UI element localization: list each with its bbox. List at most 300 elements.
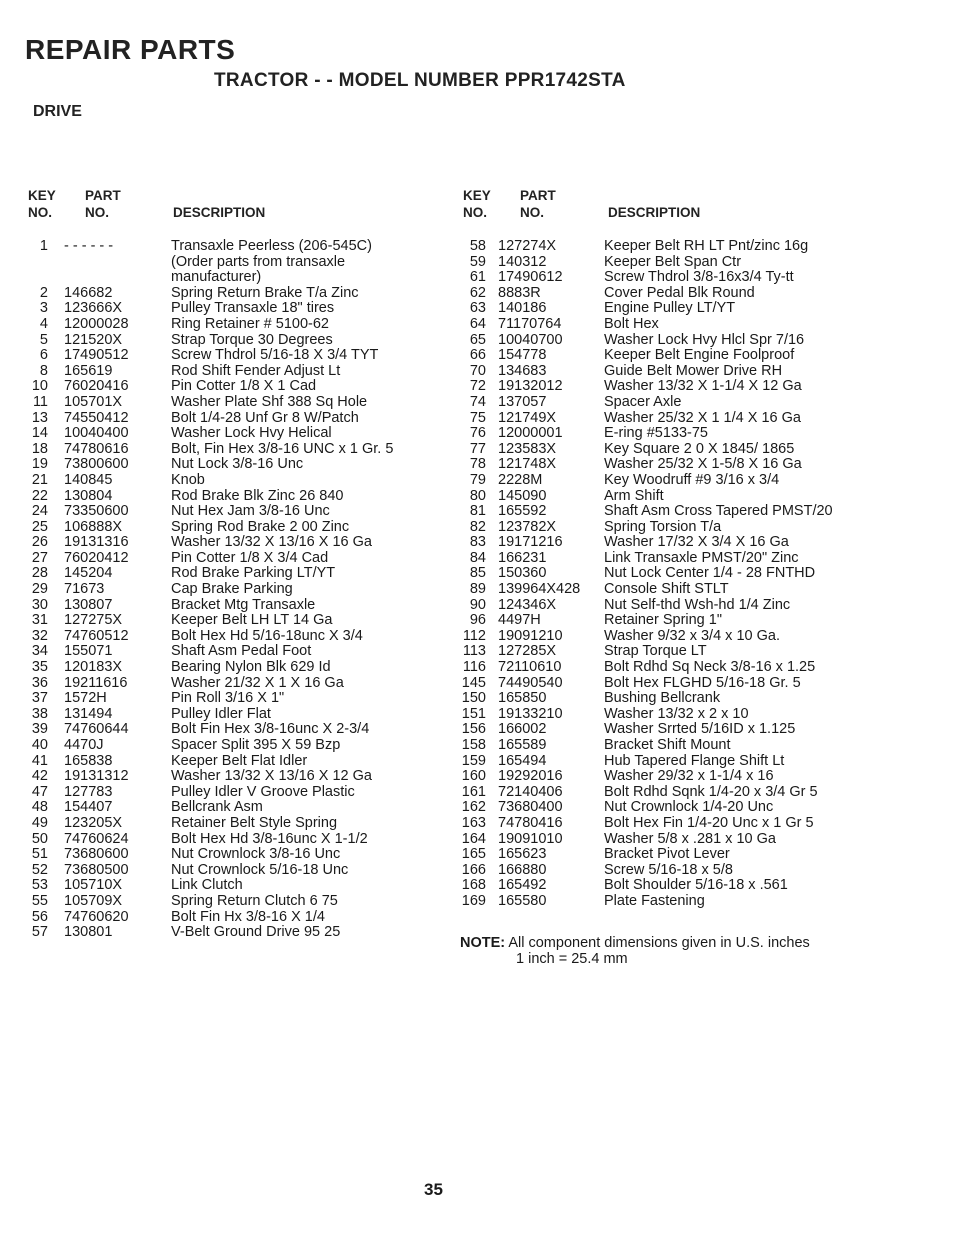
- part-number: 121748X: [498, 456, 557, 473]
- part-description: Nut Crownlock 1/4-20 Unc: [604, 799, 774, 816]
- key-number: 29: [31, 581, 48, 598]
- part-description: Bolt 1/4-28 Unf Gr 8 W/Patch: [171, 409, 359, 426]
- part-number: 123583X: [498, 440, 557, 457]
- table-row: [454, 738, 934, 754]
- part-number: 74760644: [64, 721, 129, 738]
- key-number: 4: [39, 315, 48, 332]
- table-row: [18, 769, 448, 785]
- section-heading: DRIVE: [33, 103, 82, 120]
- key-number: 169: [461, 892, 486, 909]
- part-description: Shaft Asm Pedal Foot: [171, 643, 312, 660]
- part-description: Link Transaxle PMST/20" Zinc: [604, 549, 799, 566]
- part-description: Screw Thdrol 3/8-16x3/4 Ty-tt: [604, 269, 794, 286]
- key-number: 40: [31, 737, 48, 753]
- part-header-bottom: NO.: [520, 205, 545, 220]
- table-row: [18, 832, 448, 848]
- key-number: 38: [31, 705, 48, 722]
- part-description: Spring Return Clutch 6 75: [171, 892, 338, 909]
- part-description: Pulley Idler V Groove Plastic: [171, 783, 355, 800]
- part-description: Arm Shift: [604, 487, 664, 504]
- part-description: Bushing Bellcrank: [604, 690, 721, 707]
- key-number: 90: [469, 596, 486, 613]
- part-number: 74550412: [64, 409, 129, 426]
- key-number: 84: [469, 549, 486, 566]
- part-description: Bolt Fin Hex 3/8-16unc X 2-3/4: [171, 721, 370, 738]
- key-number: 32: [31, 627, 48, 644]
- table-row: [18, 395, 448, 411]
- key-number: 53: [31, 877, 48, 894]
- part-number: 73350600: [64, 503, 129, 520]
- part-description: Console Shift STLT: [604, 581, 729, 598]
- key-number: 22: [31, 487, 48, 504]
- key-number: 47: [31, 783, 48, 800]
- table-row: [454, 489, 934, 505]
- part-description: Washer 25/32 X 1-5/8 X 16 Ga: [604, 456, 802, 473]
- key-number: 161: [461, 783, 486, 800]
- table-row: [18, 598, 448, 614]
- left-parts-list: [18, 239, 448, 941]
- table-row: [454, 426, 934, 442]
- key-number: 57: [31, 924, 48, 941]
- part-number: 73800600: [64, 456, 129, 473]
- table-row: [454, 520, 934, 536]
- key-number: 151: [461, 705, 486, 722]
- part-description: Nut Crownlock 5/16-18 Unc: [171, 861, 349, 878]
- part-number: 74780416: [498, 814, 563, 831]
- part-description: Bracket Shift Mount: [604, 737, 731, 753]
- table-row: [454, 847, 934, 863]
- part-number: 12000001: [498, 425, 563, 442]
- part-description: Spring Return Brake T/a Zinc: [171, 284, 359, 301]
- key-number: 5: [39, 331, 48, 348]
- part-description: Washer Srrted 5/16ID x 1.125: [604, 721, 796, 738]
- part-number: 127783: [64, 783, 113, 800]
- part-description: Nut Lock 3/8-16 Unc: [171, 456, 304, 473]
- part-description: Nut Hex Jam 3/8-16 Unc: [171, 503, 330, 520]
- table-row: [18, 364, 448, 380]
- part-description: Shaft Asm Cross Tapered PMST/20: [604, 503, 833, 520]
- part-description: Keeper Belt Span Ctr: [604, 253, 742, 270]
- note-label: NOTE:: [460, 935, 506, 951]
- part-number: 19131312: [64, 768, 129, 785]
- part-number: 123782X: [498, 518, 557, 535]
- key-number: 24: [31, 503, 48, 520]
- part-description: Bolt Hex: [604, 315, 659, 332]
- key-number: 25: [31, 518, 48, 535]
- part-number: 19211616: [64, 674, 128, 691]
- part-description: Pin Cotter 1/8 X 1 Cad: [171, 378, 317, 395]
- table-row: [454, 769, 934, 785]
- part-header-bottom: NO.: [85, 205, 110, 220]
- part-description: Pin Roll 3/16 X 1": [171, 690, 285, 707]
- part-description: Bolt Hex FLGHD 5/16-18 Gr. 5: [604, 674, 801, 691]
- part-description: Hub Tapered Flange Shift Lt: [604, 752, 785, 769]
- table-row: [18, 301, 448, 317]
- key-number: 11: [32, 393, 48, 410]
- table-row: [454, 473, 934, 489]
- key-number: 83: [469, 534, 486, 551]
- part-number: 74760620: [64, 908, 129, 925]
- part-number: 130801: [64, 924, 113, 941]
- table-row: [18, 457, 448, 473]
- key-number: 55: [31, 892, 48, 909]
- table-row: [454, 785, 934, 801]
- key-number: 59: [469, 253, 486, 270]
- part-description: Nut Self-thd Wsh-hd 1/4 Zinc: [604, 596, 791, 613]
- table-row: [454, 333, 934, 349]
- table-row: [454, 894, 934, 910]
- table-row: [18, 785, 448, 801]
- key-number: 21: [31, 471, 48, 488]
- part-number: 74760512: [64, 627, 129, 644]
- part-description: Cap Brake Parking: [171, 581, 293, 598]
- key-number: 14: [31, 425, 48, 442]
- part-description: Bolt Hex Fin 1/4-20 Unc x 1 Gr 5: [604, 814, 814, 831]
- table-row: [454, 660, 934, 676]
- part-number: 19131316: [64, 534, 129, 551]
- part-number: 155071: [64, 643, 113, 660]
- part-number: 121520X: [64, 331, 123, 348]
- key-number: 156: [461, 721, 486, 738]
- part-number: 19091010: [498, 830, 563, 847]
- part-number: 154778: [498, 347, 547, 364]
- part-description: Bellcrank Asm: [171, 799, 263, 816]
- key-number: 150: [461, 690, 486, 707]
- key-number: 18: [31, 440, 48, 457]
- part-number: 17490612: [498, 269, 563, 286]
- table-row: [454, 754, 934, 770]
- part-number: 137057: [498, 393, 547, 410]
- part-number: 130804: [64, 487, 113, 504]
- key-number: 85: [469, 565, 486, 582]
- part-description: Washer Lock Hvy Helical: [171, 425, 332, 442]
- part-number: 19171216: [498, 534, 563, 551]
- part-number: 150360: [498, 565, 547, 582]
- key-number: 49: [31, 814, 48, 831]
- table-row: [18, 566, 448, 582]
- part-number: 165492: [498, 877, 547, 894]
- key-number: 41: [31, 752, 48, 769]
- key-number: 113: [462, 643, 486, 660]
- table-row: [18, 676, 448, 692]
- part-number: 76020416: [64, 378, 129, 395]
- table-row: [18, 535, 448, 551]
- key-number: 145: [461, 674, 486, 691]
- part-description: Bolt, Fin Hex 3/8-16 UNC x 1 Gr. 5: [171, 440, 394, 457]
- part-number: 166002: [498, 721, 547, 738]
- key-number: 79: [469, 471, 486, 488]
- part-number: 105710X: [64, 877, 123, 894]
- part-description: Spacer Axle: [604, 393, 682, 410]
- table-row: [454, 878, 934, 894]
- key-number: 82: [469, 518, 486, 535]
- table-row: [18, 738, 448, 754]
- key-number: 1: [39, 238, 48, 254]
- key-number: 70: [469, 362, 486, 379]
- part-number: 165592: [498, 503, 547, 520]
- part-number: 17490512: [64, 347, 129, 364]
- part-number: 10040700: [498, 331, 563, 348]
- part-number: 123666X: [64, 300, 123, 317]
- part-number: 146682: [64, 284, 113, 301]
- part-description: (Order parts from transaxle: [171, 253, 346, 270]
- part-number: 19132012: [498, 378, 563, 395]
- part-description: Spring Torsion T/a: [604, 518, 722, 535]
- table-row: [454, 676, 934, 692]
- table-row: [18, 644, 448, 660]
- key-number: 13: [31, 409, 48, 426]
- key-number: 28: [31, 565, 48, 582]
- part-number: 139964X428: [498, 581, 581, 598]
- key-number: 26: [31, 534, 48, 551]
- part-description: Keeper Belt Flat Idler: [171, 752, 308, 769]
- part-number: 71673: [64, 581, 105, 598]
- key-number: 63: [469, 300, 486, 317]
- table-row: [18, 722, 448, 738]
- part-number: 165580: [498, 892, 547, 909]
- part-description: Guide Belt Mower Drive RH: [604, 362, 783, 379]
- key-number: 35: [31, 659, 48, 676]
- table-row: [454, 442, 934, 458]
- key-number: 112: [462, 627, 486, 644]
- table-row: [18, 317, 448, 333]
- key-number: 78: [469, 456, 486, 473]
- table-row: [18, 520, 448, 536]
- key-number: 81: [469, 503, 486, 520]
- key-header-bottom: NO.: [28, 205, 53, 220]
- table-row: [454, 535, 934, 551]
- table-row: [18, 910, 448, 926]
- part-number: 131494: [64, 705, 113, 722]
- table-row: [454, 863, 934, 879]
- key-number: 37: [31, 690, 48, 707]
- part-description: Washer 13/32 X 1-1/4 X 12 Ga: [604, 378, 802, 395]
- description-header: DESCRIPTION: [608, 205, 701, 220]
- part-number: 130807: [64, 596, 113, 613]
- key-number: 166: [461, 861, 486, 878]
- table-row: [454, 691, 934, 707]
- part-number: 1572H: [64, 690, 107, 707]
- dimension-note: [460, 935, 810, 967]
- table-row: [18, 800, 448, 816]
- key-number: 159: [461, 752, 486, 769]
- key-number: 72: [469, 378, 486, 395]
- part-description: Bolt Shoulder 5/16-18 x .561: [604, 877, 788, 894]
- key-number: 8: [39, 362, 48, 379]
- key-number: 48: [31, 799, 48, 816]
- part-number: 19133210: [498, 705, 563, 722]
- page-title: REPAIR PARTS: [25, 34, 236, 65]
- key-header-top: KEY: [28, 188, 56, 203]
- part-header-top: PART: [85, 188, 121, 203]
- part-description: Rod Brake Parking LT/YT: [171, 565, 336, 582]
- part-description: Strap Torque LT: [604, 643, 707, 660]
- part-description: Screw Thdrol 5/16-18 X 3/4 TYT: [171, 347, 379, 364]
- table-row: [454, 317, 934, 333]
- part-description: Bolt Rdhd Sqnk 1/4-20 x 3/4 Gr 5: [604, 783, 818, 800]
- part-description: Pulley Transaxle 18" tires: [171, 300, 335, 317]
- part-description: Rod Brake Blk Zinc 26 840: [171, 487, 344, 504]
- part-description: Washer 13/32 X 13/16 X 12 Ga: [171, 768, 372, 785]
- part-description: Screw 5/16-18 x 5/8: [604, 861, 733, 878]
- part-number: 140845: [64, 471, 113, 488]
- table-row: [454, 816, 934, 832]
- part-number: 19292016: [498, 768, 563, 785]
- table-row: [454, 582, 934, 598]
- key-number: 80: [469, 487, 486, 504]
- table-row: [454, 301, 934, 317]
- part-number: 74780616: [64, 440, 129, 457]
- table-row: [454, 364, 934, 380]
- table-row: [18, 286, 448, 302]
- part-number: 165619: [64, 362, 113, 379]
- key-number: 160: [461, 768, 486, 785]
- key-number: 165: [461, 846, 486, 863]
- table-row: [18, 270, 448, 286]
- part-number: 166880: [498, 861, 547, 878]
- table-row: [18, 255, 448, 271]
- part-description: Retainer Spring 1": [604, 612, 722, 629]
- part-number: 127285X: [498, 643, 557, 660]
- table-row: [454, 598, 934, 614]
- part-number: 73680400: [498, 799, 563, 816]
- part-number: 2228M: [498, 471, 543, 488]
- key-number: 168: [461, 877, 486, 894]
- part-description: Bracket Mtg Transaxle: [171, 596, 316, 613]
- part-number: 8883R: [498, 284, 541, 301]
- part-description: Plate Fastening: [604, 892, 705, 909]
- part-number: 71170764: [498, 315, 562, 332]
- table-row: [18, 239, 448, 255]
- table-row: [454, 255, 934, 271]
- part-description: V-Belt Ground Drive 95 25: [171, 924, 341, 941]
- part-description: Bolt Hex Hd 5/16-18unc X 3/4: [171, 627, 363, 644]
- part-description: Washer 13/32 x 2 x 10: [604, 705, 749, 722]
- model-subtitle: TRACTOR - - MODEL NUMBER PPR1742STA: [214, 70, 626, 91]
- key-number: 96: [469, 612, 486, 629]
- table-row: [454, 644, 934, 660]
- key-number: 3: [39, 300, 48, 317]
- table-row: [18, 348, 448, 364]
- note-line-1: All component dimensions given in U.S. inches: [508, 935, 810, 951]
- part-number: 10040400: [64, 425, 129, 442]
- table-row: [18, 504, 448, 520]
- part-description: Ring Retainer # 5100-62: [171, 315, 329, 332]
- table-row: [454, 348, 934, 364]
- part-number: 134683: [498, 362, 547, 379]
- part-description: Retainer Belt Style Spring: [171, 814, 338, 831]
- part-description: E-ring #5133-75: [604, 425, 708, 442]
- table-row: [18, 816, 448, 832]
- table-row: [454, 286, 934, 302]
- key-number: 31: [31, 612, 48, 629]
- table-row: [18, 489, 448, 505]
- part-number: 73680600: [64, 846, 129, 863]
- key-number: 75: [469, 409, 486, 426]
- key-header-top: KEY: [463, 188, 491, 203]
- key-number: 19: [31, 456, 48, 473]
- table-row: [18, 613, 448, 629]
- table-row: [18, 707, 448, 723]
- table-row: [18, 379, 448, 395]
- part-description: Key Woodruff #9 3/16 x 3/4: [604, 471, 780, 488]
- right-parts-list: [454, 239, 934, 910]
- key-number: 76: [469, 425, 486, 442]
- part-description: Washer 5/8 x .281 x 10 Ga: [604, 830, 776, 847]
- table-row: [454, 395, 934, 411]
- part-number: 76020412: [64, 549, 129, 566]
- part-description: Pin Cotter 1/8 X 3/4 Cad: [171, 549, 329, 566]
- table-row: [18, 551, 448, 567]
- key-number: 36: [31, 674, 48, 691]
- table-row: [18, 754, 448, 770]
- part-description: Keeper Belt RH LT Pnt/zinc 16g: [604, 238, 809, 254]
- part-number: 165850: [498, 690, 547, 707]
- part-description: Washer 9/32 x 3/4 x 10 Ga.: [604, 627, 780, 644]
- part-number: 127274X: [498, 238, 557, 254]
- table-row: [18, 925, 448, 941]
- part-number: 105709X: [64, 892, 123, 909]
- part-number: 121749X: [498, 409, 557, 426]
- part-description: Keeper Belt Engine Foolproof: [604, 347, 795, 364]
- table-row: [454, 613, 934, 629]
- table-row: [454, 832, 934, 848]
- table-row: [18, 333, 448, 349]
- part-description: Bracket Pivot Lever: [604, 846, 730, 863]
- key-number: 34: [31, 643, 48, 660]
- table-row: [454, 566, 934, 582]
- table-row: [18, 894, 448, 910]
- part-description: Washer 21/32 X 1 X 16 Ga: [171, 674, 344, 691]
- key-number: 65: [469, 331, 486, 348]
- key-number: 74: [469, 393, 486, 410]
- part-description: Washer 17/32 X 3/4 X 16 Ga: [604, 534, 789, 551]
- page-number: 35: [424, 1180, 443, 1199]
- part-description: Washer Plate Shf 388 Sq Hole: [171, 393, 368, 410]
- part-header-top: PART: [520, 188, 556, 203]
- part-description: Nut Lock Center 1/4 - 28 FNTHD: [604, 565, 816, 582]
- table-row: [18, 863, 448, 879]
- key-number: 30: [31, 596, 48, 613]
- table-row: [18, 442, 448, 458]
- part-number: 106888X: [64, 518, 123, 535]
- key-number: 77: [469, 440, 486, 457]
- part-description: Strap Torque 30 Degrees: [171, 331, 333, 348]
- part-number: 165494: [498, 752, 547, 769]
- key-number: 163: [461, 814, 486, 831]
- part-description: Transaxle Peerless (206-545C): [171, 238, 372, 254]
- table-row: [18, 629, 448, 645]
- key-number: 6: [39, 347, 48, 364]
- key-number: 162: [461, 799, 486, 816]
- key-number: 116: [462, 659, 486, 676]
- table-row: [18, 582, 448, 598]
- key-number: 27: [31, 549, 48, 566]
- key-number: 52: [31, 861, 48, 878]
- key-number: 2: [39, 284, 48, 301]
- part-number: 4470J: [64, 737, 104, 753]
- table-row: [454, 722, 934, 738]
- part-description: Keeper Belt LH LT 14 Ga: [171, 612, 333, 629]
- key-number: 89: [469, 581, 486, 598]
- part-number: 74760624: [64, 830, 129, 847]
- part-number: 145090: [498, 487, 547, 504]
- part-number: 166231: [498, 549, 547, 566]
- key-number: 64: [469, 315, 486, 332]
- key-number: 56: [31, 908, 48, 925]
- part-number: 105701X: [64, 393, 123, 410]
- description-header: DESCRIPTION: [173, 205, 266, 220]
